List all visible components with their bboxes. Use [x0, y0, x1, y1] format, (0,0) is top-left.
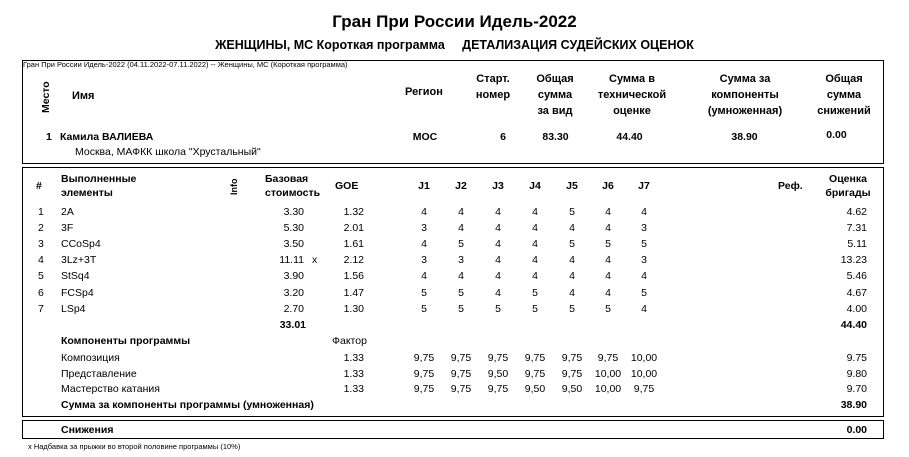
- element-judge-score: 4: [605, 270, 611, 283]
- judge-header: J6: [602, 180, 614, 192]
- element-judge-score: 4: [605, 222, 611, 235]
- component-judge-score: 9,75: [597, 352, 619, 364]
- element-name: CCoSp4: [61, 238, 101, 251]
- element-num: 1: [38, 206, 44, 218]
- element-judge-score: 5: [532, 302, 538, 315]
- skater-place: 1: [46, 131, 52, 143]
- header-pcs-l2: компоненты: [711, 89, 779, 101]
- deductions-box: [22, 420, 884, 439]
- element-goe: 1.47: [343, 286, 364, 299]
- element-judge-score: 3: [458, 254, 464, 267]
- element-judge-score: 3: [421, 222, 427, 235]
- component-name: Представление: [61, 367, 137, 380]
- component-judge-score: 9,75: [450, 352, 472, 364]
- header-start-l1: Старт.: [476, 73, 510, 85]
- header-pcs: [690, 71, 800, 119]
- deductions-label: Снижения: [61, 424, 114, 436]
- element-judge-score: 4: [532, 270, 538, 283]
- element-judge-score: 5: [458, 238, 464, 251]
- element-judge-score: 5: [605, 302, 611, 315]
- skater-tes: 44.40: [616, 131, 643, 143]
- footnote: x Надбавка за прыжки во второй половине программы (10%): [28, 442, 241, 451]
- skater-ded: 0.00: [826, 129, 847, 141]
- header-tes-l3: оценке: [613, 105, 651, 117]
- component-judge-score: 9,75: [561, 367, 583, 380]
- element-judge-score: 4: [532, 222, 538, 235]
- header-tes-l2: технической: [597, 89, 667, 101]
- component-judge-score: 9,75: [633, 383, 655, 395]
- components-total: 38.90: [840, 399, 867, 411]
- element-panel-score: 13.23: [840, 254, 867, 267]
- header-region: Регион: [405, 86, 443, 98]
- element-judge-score: 4: [421, 270, 427, 283]
- component-name: Композиция: [61, 352, 120, 364]
- col-elements-l2: элементы: [61, 187, 113, 199]
- element-judge-score: 4: [421, 238, 427, 251]
- element-goe: 1.61: [343, 238, 364, 251]
- component-judge-score: 9,75: [487, 352, 509, 364]
- header-pcs-l3: (умноженная): [707, 105, 783, 117]
- element-panel-score: 5.11: [847, 238, 867, 251]
- component-judge-score: 9,50: [524, 383, 546, 395]
- elements-score-total: 44.40: [840, 319, 867, 331]
- element-judge-score: 5: [458, 302, 464, 315]
- element-base: 3.90: [283, 270, 304, 283]
- factor-label: Фактор: [332, 335, 367, 347]
- element-judge-score: 4: [458, 222, 464, 235]
- element-judge-score: 4: [421, 206, 427, 218]
- header-pcs-l1: Сумма за: [719, 73, 771, 85]
- col-num-header: #: [36, 180, 42, 192]
- skater-name: Камила ВАЛИЕВА: [60, 131, 154, 143]
- element-judge-score: 4: [569, 254, 575, 267]
- component-judge-score: 10,00: [594, 367, 622, 380]
- element-judge-score: 5: [532, 286, 538, 299]
- skater-club: Москва, МАФКК школа "Хрустальный": [75, 146, 261, 158]
- judge-header: J1: [418, 180, 430, 192]
- element-judge-score: 3: [641, 254, 647, 267]
- element-judge-score: 5: [421, 302, 427, 315]
- element-judge-score: 5: [421, 286, 427, 299]
- col-score-header: [815, 172, 881, 200]
- component-judge-score: 9,75: [450, 383, 472, 395]
- element-name: 3F: [61, 222, 74, 235]
- header-name: Имя: [72, 90, 95, 102]
- skater-start: 6: [500, 131, 506, 143]
- element-judge-score: 4: [605, 206, 611, 218]
- element-judge-score: 3: [421, 254, 427, 267]
- element-judge-score: 4: [532, 254, 538, 267]
- element-num: 4: [38, 254, 44, 267]
- header-tes-l1: Сумма в: [609, 73, 655, 85]
- skater-region: МОС: [412, 131, 438, 143]
- component-score: 9.75: [846, 352, 867, 364]
- element-judge-score: 4: [641, 206, 647, 218]
- col-elements-header: [61, 172, 136, 200]
- components-total-label: Сумма за компоненты программы (умноженная): [61, 399, 314, 411]
- element-judge-score: 4: [569, 222, 575, 235]
- col-elements-l1: Выполненные: [61, 173, 137, 185]
- element-goe: 1.32: [343, 206, 364, 218]
- element-judge-score: 4: [605, 254, 611, 267]
- element-judge-score: 4: [605, 286, 611, 299]
- component-judge-score: 9,75: [413, 383, 435, 395]
- element-panel-score: 5.46: [846, 270, 867, 283]
- event-line: Гран При России Идель-2022 (04.11.2022-07.11.2022) -- Женщины, МС (Короткая программа): [23, 60, 348, 69]
- judge-header: J5: [566, 180, 578, 192]
- skater-pcs: 38.90: [731, 131, 758, 143]
- element-base: 11.11: [279, 254, 304, 267]
- component-judge-score: 9,50: [487, 367, 509, 380]
- judge-header: J3: [492, 180, 504, 192]
- component-judge-score: 9,75: [450, 367, 472, 380]
- component-name: Мастерство катания: [61, 383, 160, 395]
- element-judge-score: 5: [641, 238, 647, 251]
- header-place: Место: [40, 81, 52, 113]
- element-panel-score: 4.00: [846, 302, 867, 315]
- component-judge-score: 10,00: [630, 367, 658, 380]
- element-judge-score: 5: [458, 286, 464, 299]
- element-judge-score: 4: [641, 270, 647, 283]
- element-judge-score: 5: [569, 302, 575, 315]
- header-total-l2: сумма: [537, 89, 573, 101]
- element-num: 5: [38, 270, 44, 283]
- component-judge-score: 10,00: [594, 383, 622, 395]
- element-goe: 1.56: [343, 270, 364, 283]
- element-judge-score: 4: [569, 270, 575, 283]
- element-num: 3: [38, 238, 44, 251]
- component-judge-score: 9,75: [524, 352, 546, 364]
- col-base-l1: Базовая: [265, 173, 309, 185]
- element-judge-score: 4: [495, 206, 501, 218]
- element-judge-score: 5: [495, 302, 501, 315]
- element-num: 2: [38, 222, 44, 235]
- col-goe-header: GOE: [335, 180, 359, 192]
- header-total: [530, 71, 580, 119]
- element-name: FCSp4: [61, 286, 94, 299]
- element-base: 2.70: [283, 302, 304, 315]
- element-judge-score: 4: [495, 270, 501, 283]
- component-factor: 1.33: [343, 367, 364, 380]
- components-title: Компоненты программы: [61, 335, 191, 347]
- col-score-l2: бригады: [825, 187, 871, 199]
- element-judge-score: 5: [569, 238, 575, 251]
- element-judge-score: 4: [532, 238, 538, 251]
- component-score: 9.80: [846, 367, 867, 380]
- component-factor: 1.33: [343, 352, 364, 364]
- header-ded: [806, 71, 882, 119]
- component-factor: 1.33: [343, 383, 364, 395]
- element-base: 3.20: [283, 286, 304, 299]
- judge-header: J2: [455, 180, 467, 192]
- element-base: 3.30: [283, 206, 304, 218]
- component-judge-score: 9,75: [524, 367, 546, 380]
- deductions-total: 0.00: [846, 424, 867, 436]
- element-judge-score: 4: [495, 222, 501, 235]
- col-info-header: Info: [229, 178, 239, 195]
- element-panel-score: 4.62: [846, 206, 867, 218]
- element-num: 6: [38, 286, 44, 299]
- element-judge-score: 5: [569, 206, 575, 218]
- col-ref-header: Реф.: [778, 180, 803, 192]
- header-start-l2: номер: [475, 89, 511, 101]
- col-base-l2: стоимость: [265, 187, 321, 199]
- component-judge-score: 9,75: [413, 367, 435, 380]
- header-ded-l1: Общая: [825, 73, 863, 85]
- element-goe: 1.30: [343, 302, 364, 315]
- header-total-l1: Общая: [536, 73, 574, 85]
- component-score: 9.70: [846, 383, 867, 395]
- component-judge-score: 9,75: [561, 352, 583, 364]
- page-title: Гран При России Идель-2022: [332, 12, 577, 31]
- element-goe: 2.01: [343, 222, 364, 235]
- element-judge-score: 4: [495, 238, 501, 251]
- element-name: LSp4: [61, 302, 86, 315]
- element-goe: 2.12: [343, 254, 364, 267]
- element-name: StSq4: [61, 270, 90, 283]
- element-name: 3Lz+3T: [61, 254, 97, 267]
- element-judge-score: 5: [605, 238, 611, 251]
- component-judge-score: 10,00: [630, 352, 658, 364]
- element-panel-score: 7.31: [846, 222, 867, 235]
- component-judge-score: 9,75: [487, 383, 509, 395]
- element-judge-score: 5: [641, 286, 647, 299]
- page-subtitle: ЖЕНЩИНЫ, МС Короткая программа ДЕТАЛИЗАЦИЯ СУДЕЙСКИХ ОЦЕНОК: [215, 38, 694, 52]
- element-name: 2A: [61, 206, 74, 218]
- header-total-l3: за вид: [537, 105, 573, 117]
- element-judge-score: 4: [458, 270, 464, 283]
- element-judge-score: 4: [495, 286, 501, 299]
- element-judge-score: 4: [458, 206, 464, 218]
- header-start: [468, 71, 518, 103]
- element-base: 3.50: [283, 238, 304, 251]
- skater-total: 83.30: [542, 131, 569, 143]
- header-ded-l2: сумма: [826, 89, 862, 101]
- element-judge-score: 4: [495, 254, 501, 267]
- judge-header: J4: [529, 180, 541, 192]
- element-base: 5.30: [283, 222, 304, 235]
- element-judge-score: 4: [532, 206, 538, 218]
- element-judge-score: 4: [569, 286, 575, 299]
- header-tes: [592, 71, 672, 119]
- element-judge-score: 4: [641, 302, 647, 315]
- element-judge-score: 3: [641, 222, 647, 235]
- component-judge-score: 9,75: [413, 352, 435, 364]
- elements-base-total: 33.01: [279, 319, 306, 331]
- component-judge-score: 9,50: [561, 383, 583, 395]
- col-base-header: [265, 172, 320, 200]
- judge-header: J7: [638, 180, 650, 192]
- header-ded-l3: снижений: [817, 105, 871, 117]
- element-num: 7: [38, 302, 44, 315]
- element-info: x: [312, 254, 318, 267]
- element-panel-score: 4.67: [846, 286, 867, 299]
- col-score-l1: Оценка: [829, 173, 867, 185]
